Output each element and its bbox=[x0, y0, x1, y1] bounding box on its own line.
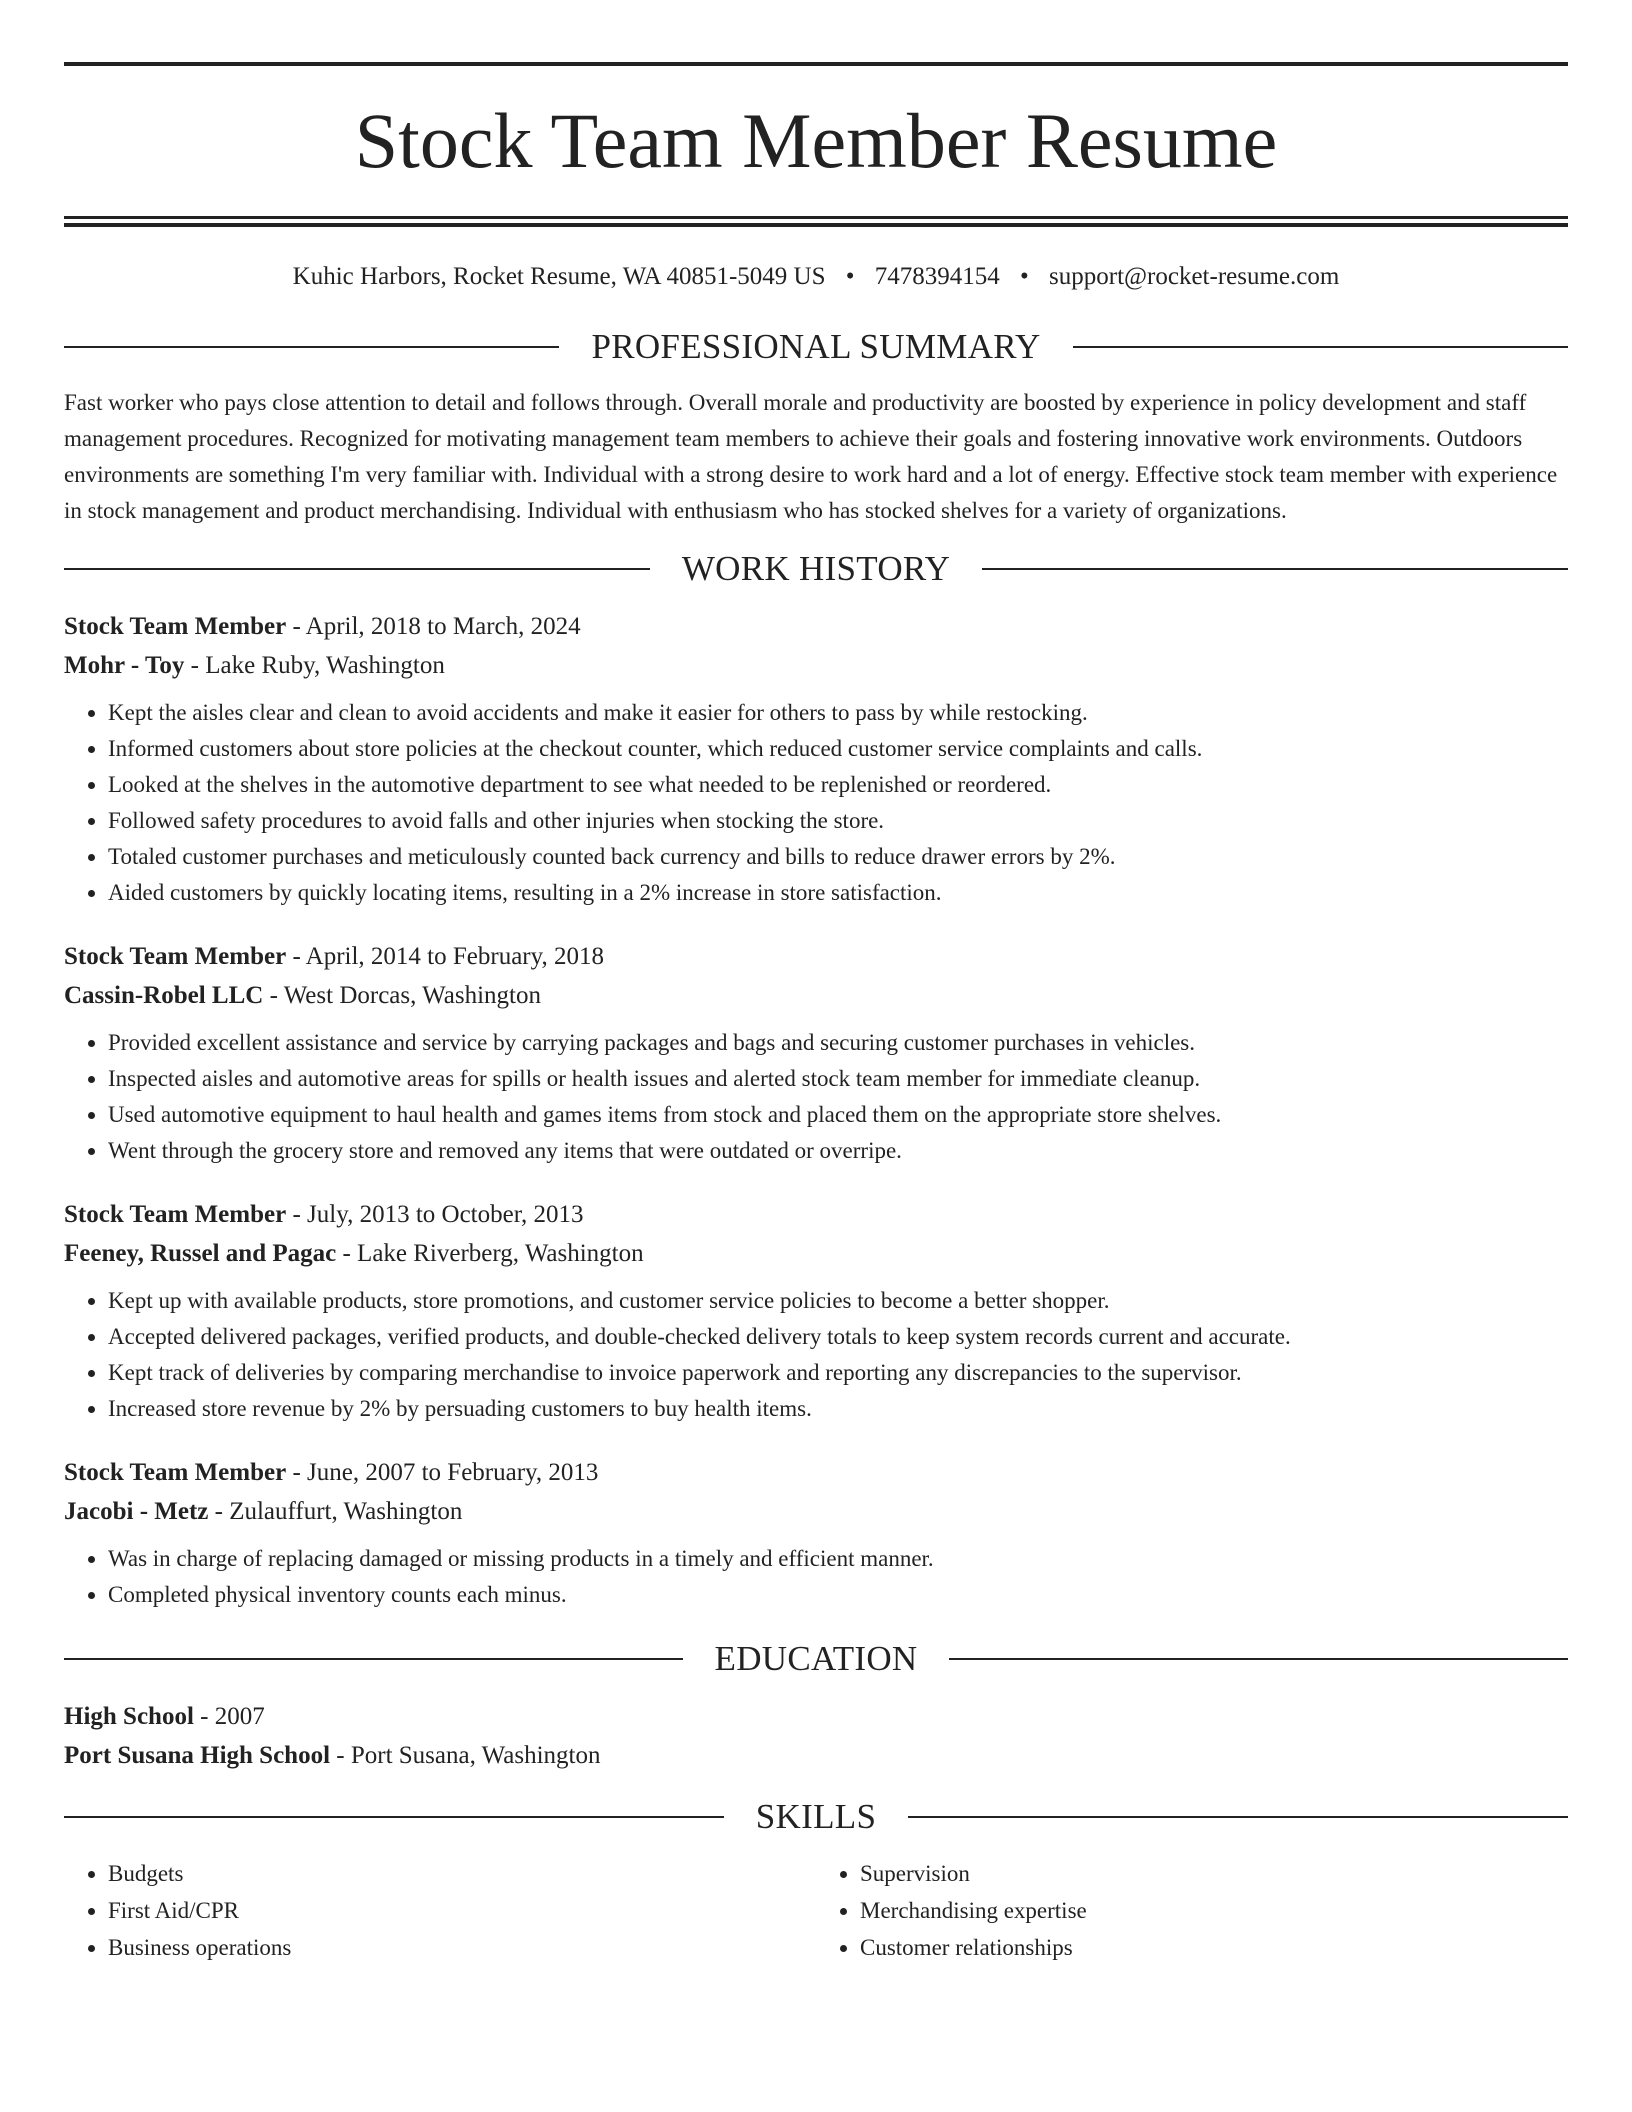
list-item: • Followed safety procedures to avoid falls and other injuries when stocking the store. bbox=[108, 803, 1568, 839]
skill-item: • Customer relationships bbox=[860, 1929, 1568, 1966]
heading-rule bbox=[1073, 346, 1568, 348]
list-item: • Kept track of deliveries by comparing merchandise to invoice paperwork and reporting any discrepancies to the supervisor. bbox=[108, 1355, 1568, 1391]
skills-column-left bbox=[64, 1855, 816, 1966]
job-entry bbox=[64, 607, 1568, 911]
heading-rule bbox=[982, 568, 1568, 570]
section-title: SKILLS bbox=[755, 1797, 877, 1836]
skill-item: • Merchandising expertise bbox=[860, 1892, 1568, 1929]
job-title: Stock Team Member bbox=[64, 943, 287, 970]
job-bullets bbox=[64, 1283, 1568, 1427]
job-dates: - April, 2014 to February, 2018 bbox=[286, 943, 604, 970]
job-title-line bbox=[64, 1195, 1568, 1234]
education-year: - 2007 bbox=[193, 1703, 265, 1730]
list-item: • Looked at the shelves in the automotive department to see what needed to be replenished or reordered. bbox=[108, 767, 1568, 803]
list-item: • Provided excellent assistance and service by carrying packages and bags and securing customer purchases in vehicles. bbox=[108, 1025, 1568, 1061]
skill-item: • Budgets bbox=[108, 1855, 816, 1892]
education-location: - Port Susana, Washington bbox=[330, 1742, 601, 1769]
job-location: - Lake Ruby, Washington bbox=[184, 652, 445, 679]
skill-item: • Supervision bbox=[860, 1855, 1568, 1892]
section-heading-education bbox=[64, 1639, 1568, 1679]
section-title: PROFESSIONAL SUMMARY bbox=[591, 327, 1041, 366]
job-company-line bbox=[64, 976, 1568, 1015]
skill-item: • Business operations bbox=[108, 1929, 816, 1966]
skill-item: • First Aid/CPR bbox=[108, 1892, 816, 1929]
job-company-line bbox=[64, 1492, 1568, 1531]
list-item: • Kept up with available products, store promotions, and customer service policies to become a better shopper. bbox=[108, 1283, 1568, 1319]
job-title: Stock Team Member bbox=[64, 1201, 287, 1228]
list-item: • Informed customers about store policies at the checkout counter, which reduced customer service complaints and calls. bbox=[108, 731, 1568, 767]
contact-separator: • bbox=[1020, 263, 1029, 290]
education-entry bbox=[64, 1697, 1568, 1775]
job-entry bbox=[64, 1195, 1568, 1427]
document-title: Stock Team Member Resume bbox=[354, 97, 1278, 184]
list-item: • Kept the aisles clear and clean to avoid accidents and make it easier for others to pass by while restocking. bbox=[108, 695, 1568, 731]
job-company-line bbox=[64, 646, 1568, 685]
education-degree-line bbox=[64, 1697, 1568, 1736]
contact-line bbox=[64, 263, 1568, 291]
heading-rule bbox=[64, 568, 650, 570]
heading-rule bbox=[64, 1658, 683, 1660]
skills-column-right bbox=[816, 1855, 1568, 1966]
contact-phone: 7478394154 bbox=[874, 263, 1000, 290]
job-bullets bbox=[64, 695, 1568, 911]
contact-separator: • bbox=[845, 263, 855, 290]
job-dates: - April, 2018 to March, 2024 bbox=[286, 613, 581, 640]
list-item: • Completed physical inventory counts each minus. bbox=[108, 1577, 1568, 1613]
section-heading-skills bbox=[64, 1797, 1568, 1837]
skills-grid bbox=[64, 1855, 1568, 1966]
job-company: Feeney, Russel and Pagac bbox=[64, 1240, 337, 1267]
job-company: Mohr - Toy bbox=[64, 652, 185, 679]
job-title-line bbox=[64, 937, 1568, 976]
job-entry bbox=[64, 1453, 1568, 1613]
list-item: • Aided customers by quickly locating items, resulting in a 2% increase in store satisfaction. bbox=[108, 875, 1568, 911]
list-item: • Used automotive equipment to haul health and games items from stock and placed them on the appropriate store shelves. bbox=[108, 1097, 1568, 1133]
section-heading-work-history bbox=[64, 549, 1568, 589]
summary-paragraph: Fast worker who pays close attention to detail and follows through. Overall morale and productivity are boosted by experience in policy development and staff management procedures. Recognized for motivating management team members to achieve their goals and fostering innovative work environments. Outdoors environments are something I'm very familiar with. Individual with a strong desire to work hard and a lot of energy. Effective stock team member with experience in stock management and product merchandising. Individual with enthusiasm who has stocked shelves for a variety of organizations. bbox=[64, 390, 1558, 523]
heading-rule bbox=[64, 346, 559, 348]
heading-rule bbox=[908, 1816, 1568, 1818]
list-item: • Was in charge of replacing damaged or missing products in a timely and efficient manner. bbox=[108, 1541, 1568, 1577]
job-location: - Lake Riverberg, Washington bbox=[336, 1240, 644, 1267]
job-dates: - July, 2013 to October, 2013 bbox=[286, 1201, 584, 1228]
list-item: • Totaled customer purchases and meticulously counted back currency and bills to reduce drawer errors by 2%. bbox=[108, 839, 1568, 875]
section-heading-summary bbox=[64, 327, 1568, 367]
job-company: Jacobi - Metz bbox=[64, 1498, 209, 1525]
job-title: Stock Team Member bbox=[64, 1459, 287, 1486]
heading-rule bbox=[64, 1816, 724, 1818]
section-title: WORK HISTORY bbox=[681, 549, 951, 588]
job-title: Stock Team Member bbox=[64, 613, 287, 640]
job-title-line bbox=[64, 607, 1568, 646]
job-title-line bbox=[64, 1453, 1568, 1492]
education-degree: High School bbox=[64, 1703, 194, 1730]
contact-address: Kuhic Harbors, Rocket Resume, WA 40851-5049 US bbox=[292, 263, 826, 290]
contact-email[interactable]: support@rocket-resume.com bbox=[1049, 263, 1340, 290]
section-title: EDUCATION bbox=[714, 1639, 918, 1678]
job-bullets bbox=[64, 1025, 1568, 1169]
job-entry bbox=[64, 937, 1568, 1169]
education-school-line bbox=[64, 1736, 1568, 1775]
heading-rule bbox=[949, 1658, 1568, 1660]
job-dates: - June, 2007 to February, 2013 bbox=[286, 1459, 599, 1486]
header-double-rule bbox=[64, 216, 1568, 227]
job-location: - West Dorcas, Washington bbox=[263, 982, 541, 1009]
list-item: • Increased store revenue by 2% by persuading customers to buy health items. bbox=[108, 1391, 1568, 1427]
education-school: Port Susana High School bbox=[64, 1742, 331, 1769]
resume-content bbox=[64, 62, 1568, 1966]
list-item: • Accepted delivered packages, verified products, and double-checked delivery totals to keep system records current and accurate. bbox=[108, 1319, 1568, 1355]
job-company-line bbox=[64, 1234, 1568, 1273]
list-item: • Inspected aisles and automotive areas for spills or health issues and alerted stock team member for immediate cleanup. bbox=[108, 1061, 1568, 1097]
job-location: - Zulauffurt, Washington bbox=[208, 1498, 463, 1525]
job-bullets bbox=[64, 1541, 1568, 1613]
list-item: • Went through the grocery store and removed any items that were outdated or overripe. bbox=[108, 1133, 1568, 1169]
job-company: Cassin-Robel LLC bbox=[64, 982, 264, 1009]
